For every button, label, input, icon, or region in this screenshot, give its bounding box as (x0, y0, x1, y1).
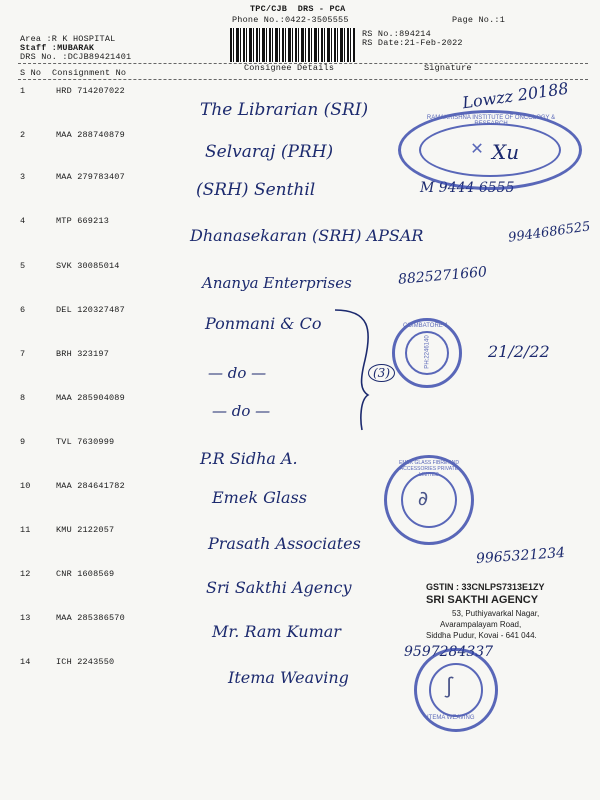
row-2-sno: 2 (20, 130, 26, 140)
itema-stamp-ring (429, 663, 483, 717)
row-14-sno: 14 (20, 657, 31, 667)
itema-stamp (414, 648, 498, 732)
row-3-consignment: MAA 279783407 (56, 172, 125, 182)
row-5-sno: 5 (20, 261, 26, 271)
row-13-consignee: Mr. Ram Kumar (212, 622, 341, 641)
row-6-sno: 6 (20, 305, 26, 315)
row-13-consignment: MAA 285386570 (56, 613, 125, 623)
row-14-consignment: ICH 2243550 (56, 657, 115, 667)
row-8-consignment: MAA 285904089 (56, 393, 125, 403)
row-5-signature: 8825271660 (397, 264, 488, 288)
brace-stroke (335, 310, 368, 430)
row-6-consignee: Ponmani & Co (205, 314, 322, 333)
row-9-consignment: TVL 7630999 (56, 437, 115, 447)
row-2-signature: Xu (492, 140, 520, 164)
ponmani-stamp-phone: PH:2246140 (424, 335, 431, 369)
company-text: TPC/CJB (250, 4, 288, 14)
barcode (230, 28, 355, 62)
rs-date: RS Date:21-Feb-2022 (362, 38, 463, 48)
itema-signature-icon: ∫ (443, 675, 456, 699)
row-4-signature: 9944686525 (507, 219, 592, 246)
company-code (250, 4, 345, 14)
row-2-consignment: MAA 288740879 (56, 130, 125, 140)
row-3-consignee: (SRH) Senthil (196, 180, 316, 200)
row-5-consignee: Ananya Enterprises (202, 274, 352, 292)
row-11-consignment: KMU 2122057 (56, 525, 115, 535)
col-sno: S No (20, 68, 42, 78)
row-4-consignment: MTP 669213 (56, 216, 110, 226)
agency-address-3: Siddha Pudur, Kovai - 641 044. (426, 631, 537, 640)
emek-stamp-text: EMEK GLASS FIBRE AND ACCESSORIES PRIVATE LIMITED (398, 460, 460, 478)
col-consignee: Consignee Details (244, 63, 335, 73)
row-13-sno: 13 (20, 613, 31, 623)
row-7-signature: 21/2/22 (488, 342, 550, 361)
institute-logo-icon: ✕ (471, 135, 484, 159)
row-5-consignment: SVK 30085014 (56, 261, 120, 271)
ponmani-stamp (392, 318, 462, 388)
itema-stamp-text: ITEMA WEAVING (427, 715, 475, 721)
col-consignment: Consignment No (52, 68, 127, 78)
row-1-sno: 1 (20, 86, 26, 96)
row-8-sno: 8 (20, 393, 26, 403)
row-4-consignee: Dhanasekaran (SRH) APSAR (190, 226, 424, 245)
row-11-signature: 9965321234 (475, 544, 566, 568)
row-9-sno: 9 (20, 437, 26, 447)
header-rule-bottom (18, 79, 588, 80)
agency-name: SRI SAKTHI AGENCY (426, 594, 539, 606)
row-13-signature: 9597284337 (404, 644, 494, 660)
col-signature: Signature (424, 63, 472, 73)
row-12-consignee: Sri Sakthi Agency (206, 578, 352, 597)
row-1-consignee: The Librarian (SRI) (200, 100, 369, 120)
row-10-consignment: MAA 284641782 (56, 481, 125, 491)
row-1-consignment: HRD 714207022 (56, 86, 125, 96)
row-3-signature: M 9444 6555 (420, 180, 515, 196)
emek-stamp (384, 455, 474, 545)
drs-number: DRS No. :DCJB89421401 (20, 52, 132, 62)
institute-stamp-ring (419, 123, 561, 177)
row-6-consignment: DEL 120327487 (56, 305, 125, 315)
institute-stamp (398, 110, 582, 190)
staff-field: Staff :MUBARAK (20, 43, 95, 53)
row-7-consignee: — do — (208, 364, 267, 382)
emek-signature-icon: ∂ (417, 486, 430, 510)
row-2-consignee: Selvaraj (PRH) (205, 142, 334, 162)
row-9-consignee: P.R Sidha A. (200, 449, 298, 468)
row-14-consignee: Itema Weaving (228, 668, 349, 687)
institute-stamp-text: RAMAKRISHNA INSTITUTE OF ONCOLOGY & RESEARCH (426, 115, 556, 127)
row-1-signature: Lowzz 20188 (461, 78, 570, 113)
agency-address-1: 53, Puthiyavarkal Nagar, (452, 609, 540, 618)
row-12-consignment: CNR 1608569 (56, 569, 115, 579)
row-12-sno: 12 (20, 569, 31, 579)
row-11-consignee: Prasath Associates (208, 534, 361, 553)
page-number: Page No.:1 (452, 15, 506, 25)
ponmani-stamp-text: COIMBATORE-1 (403, 323, 449, 329)
row-4-sno: 4 (20, 216, 26, 226)
phone-number: Phone No.:0422-3505555 (232, 15, 349, 25)
row-7-sno: 7 (20, 349, 26, 359)
bracket-note: (3) (368, 364, 395, 382)
area-field: Area :R K HOSPITAL (20, 34, 116, 44)
sheet-type: DRS - PCA (297, 4, 346, 14)
agency-address-2: Avarampalayam Road, (440, 620, 522, 629)
rs-number: RS No.:894214 (362, 29, 431, 39)
row-11-sno: 11 (20, 525, 31, 535)
row-8-consignee: — do — (212, 402, 271, 420)
row-3-sno: 3 (20, 172, 26, 182)
row-10-consignee: Emek Glass (212, 488, 307, 507)
row-10-sno: 10 (20, 481, 31, 491)
row-7-consignment: BRH 323197 (56, 349, 110, 359)
agency-gstin: GSTIN : 33CNLPS7313E1ZY (426, 582, 545, 592)
